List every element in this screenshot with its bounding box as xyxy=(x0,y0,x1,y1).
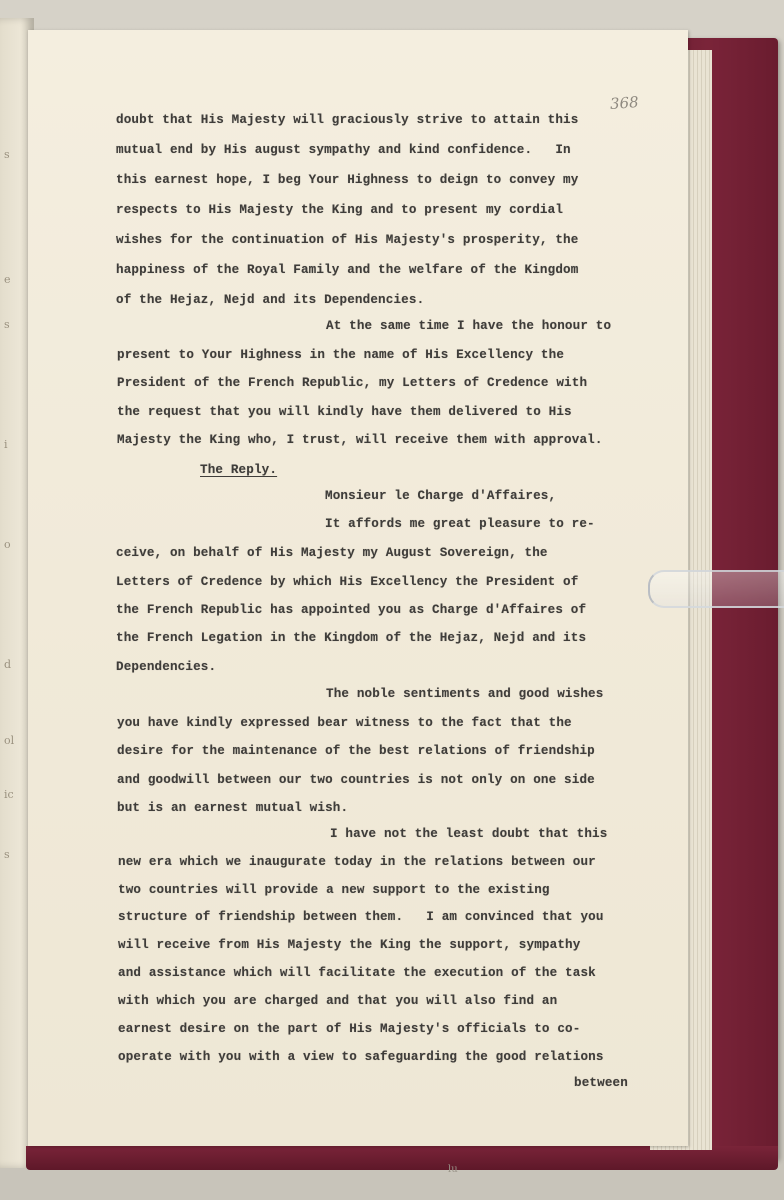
text-line: I have not the least doubt that this xyxy=(330,827,608,841)
text-line: this earnest hope, I beg Your Highness to deign to convey my xyxy=(116,173,579,187)
text-line: operate with you with a view to safeguarding the good relations xyxy=(118,1050,604,1064)
text-line: with which you are charged and that you will also find an xyxy=(118,994,558,1008)
text-line: of the Hejaz, Nejd and its Dependencies. xyxy=(116,293,425,307)
facing-page-mark: i xyxy=(4,438,8,451)
text-line: the request that you will kindly have them delivered to His xyxy=(117,405,572,419)
text-line: and goodwill between our two countries is not only on one side xyxy=(117,773,595,787)
facing-page-mark: ol xyxy=(4,734,15,747)
text-line: At the same time I have the honour to xyxy=(326,319,612,333)
facing-page-mark: s xyxy=(4,848,10,861)
text-line: will receive from His Majesty the King the support, sympathy xyxy=(118,938,581,952)
paper-clip xyxy=(648,570,784,608)
footer-mark: lu xyxy=(448,1164,458,1175)
text-line: and assistance which will facilitate the execution of the task xyxy=(118,966,596,980)
text-line: ceive, on behalf of His Majesty my August Sovereign, the xyxy=(116,546,548,560)
text-line: The noble sentiments and good wishes xyxy=(326,687,604,701)
facing-page-mark: o xyxy=(4,538,11,551)
text-line: President of the French Republic, my Letters of Credence with xyxy=(117,376,588,390)
text-line: mutual end by His august sympathy and kind confidence. In xyxy=(116,143,571,157)
facing-page-mark: d xyxy=(4,658,12,671)
text-line: earnest desire on the part of His Majesty's officials to co- xyxy=(118,1022,581,1036)
text-line: but is an earnest mutual wish. xyxy=(117,801,349,815)
facing-page-mark: s xyxy=(4,318,10,331)
text-line: present to Your Highness in the name of His Excellency the xyxy=(117,348,565,362)
salutation: Monsieur le Charge d'Affaires, xyxy=(325,489,557,503)
facing-page-mark: ic xyxy=(4,788,14,801)
text-line: Letters of Credence by which His Excellency the President of xyxy=(116,575,579,589)
text-line: desire for the maintenance of the best relations of friendship xyxy=(117,744,595,758)
section-heading: The Reply. xyxy=(200,463,278,477)
facing-page-mark: s xyxy=(4,148,10,161)
text-line: wishes for the continuation of His Majesty's prosperity, the xyxy=(116,233,579,247)
text-line: happiness of the Royal Family and the welfare of the Kingdom xyxy=(116,263,579,277)
page-number: 368 xyxy=(609,93,640,113)
text-line: structure of friendship between them. I am convinced that you xyxy=(118,910,604,924)
catchword: between xyxy=(574,1076,628,1090)
text-line: the French Legation in the Kingdom of the Hejaz, Nejd and its xyxy=(116,631,587,645)
text-line: two countries will provide a new support to the existing xyxy=(118,883,550,897)
text-line: doubt that His Majesty will graciously strive to attain this xyxy=(116,113,579,127)
text-line: respects to His Majesty the King and to present my cordial xyxy=(116,203,564,217)
text-line: you have kindly expressed bear witness to the fact that the xyxy=(117,716,572,730)
text-line: the French Republic has appointed you as Charge d'Affaires of xyxy=(116,603,587,617)
text-line: new era which we inaugurate today in the relations between our xyxy=(118,855,596,869)
text-line: Majesty the King who, I trust, will receive them with approval. xyxy=(117,433,603,447)
text-line: It affords me great pleasure to re- xyxy=(325,517,595,531)
document-page xyxy=(28,30,688,1175)
text-line: Dependencies. xyxy=(116,660,217,674)
facing-page-mark: e xyxy=(4,273,11,286)
